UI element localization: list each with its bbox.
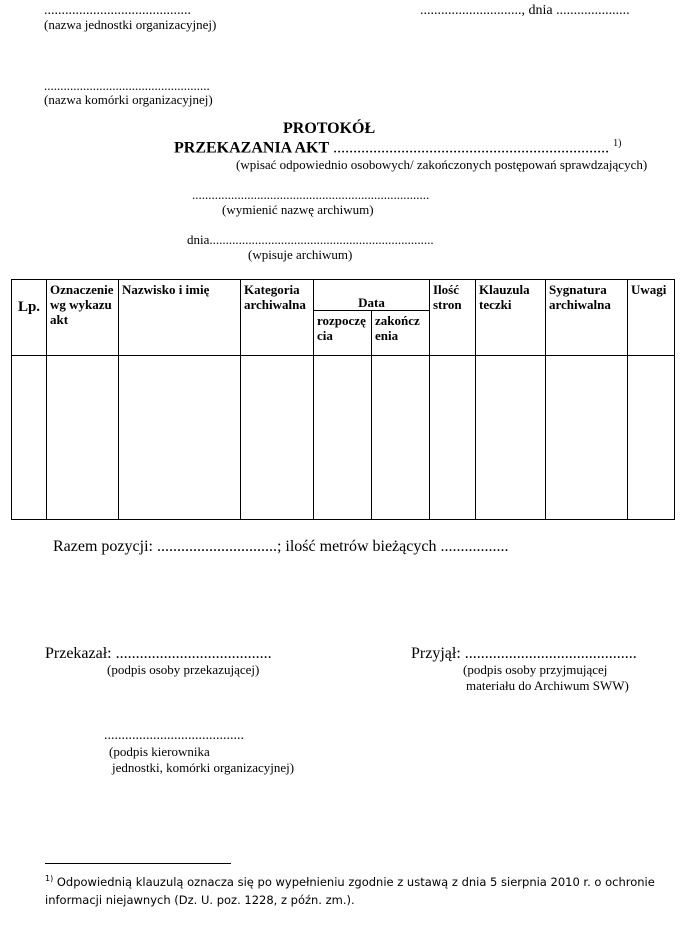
col-data: Data bbox=[314, 280, 430, 311]
table-cell[interactable] bbox=[12, 356, 47, 520]
archive-date-label: (wpisuje archiwum) bbox=[248, 247, 353, 262]
summary-line[interactable]: Razem pozycji: ..............................; ilość metrów bieżących ................. bbox=[53, 538, 509, 555]
table-row bbox=[12, 356, 675, 520]
place-date-field[interactable]: ............................., dnia ..................... bbox=[420, 3, 630, 18]
table-cell[interactable] bbox=[47, 356, 119, 520]
handed-over-field[interactable]: Przekazał: ....................................... bbox=[45, 645, 272, 662]
archive-name-dots[interactable]: ......................................................................... bbox=[192, 187, 430, 202]
col-zakonczenia: zakończ enia bbox=[372, 311, 430, 356]
col-uwagi: Uwagi bbox=[628, 280, 675, 356]
unit-name-dots[interactable]: .......................................... bbox=[44, 3, 191, 18]
col-lp: Lp. bbox=[12, 280, 47, 356]
table-cell[interactable] bbox=[314, 356, 372, 520]
table-cell[interactable] bbox=[628, 356, 675, 520]
doc-title-dots[interactable]: ..................................................................... bbox=[333, 139, 610, 157]
col-klauzula: Klauzula teczki bbox=[476, 280, 546, 356]
table-cell[interactable] bbox=[476, 356, 546, 520]
footnote-text: Odpowiednią klauzulą oznacza się po wypełnieniu zgodnie z ustawą z dnia 5 sierpnia 2010 r. o ochronie informacji niejawnych (Dz. U. poz. 1228, z późn. zm.). bbox=[45, 874, 655, 907]
doc-title-line2: PRZEKAZANIA AKT bbox=[174, 139, 330, 157]
manager-label-2: jednostki, komórki organizacyjnej) bbox=[112, 760, 295, 775]
col-sygnatura: Sygnatura archiwalna bbox=[546, 280, 628, 356]
archive-date-field[interactable]: dnia..................................................................... bbox=[187, 232, 434, 247]
table-cell[interactable] bbox=[430, 356, 476, 520]
table-cell[interactable] bbox=[241, 356, 314, 520]
col-oznaczenie: Oznaczenie wg wykazu akt bbox=[47, 280, 119, 356]
col-nazwisko: Nazwisko i imię bbox=[119, 280, 241, 356]
footnote-mark: 1) bbox=[45, 874, 54, 883]
received-label-1: (podpis osoby przyjmującej bbox=[463, 662, 608, 677]
received-label-2: materiału do Archiwum SWW) bbox=[466, 678, 629, 693]
archive-name-label: (wymienić nazwę archiwum) bbox=[222, 202, 374, 217]
table-cell[interactable] bbox=[119, 356, 241, 520]
received-field[interactable]: Przyjął: ........................................... bbox=[411, 645, 637, 662]
cell-name-dots[interactable]: ................................................... bbox=[44, 78, 210, 93]
col-ilosc: Ilość stron bbox=[430, 280, 476, 356]
doc-title-line2-wrap bbox=[174, 138, 621, 157]
col-rozpoczecia: rozpoczę cia bbox=[314, 311, 372, 356]
footnote bbox=[45, 870, 675, 909]
manager-signature-dots[interactable]: ........................................ bbox=[104, 728, 244, 743]
table-cell[interactable] bbox=[546, 356, 628, 520]
title-note: (wpisać odpowiednio osobowych/ zakończonych postępowań sprawdzających) bbox=[236, 157, 648, 172]
manager-label-1: (podpis kierownika bbox=[109, 744, 210, 759]
col-kategoria: Kategoria archiwalna bbox=[241, 280, 314, 356]
unit-name-label: (nazwa jednostki organizacyjnej) bbox=[44, 17, 217, 32]
cell-name-label: (nazwa komórki organizacyjnej) bbox=[44, 92, 213, 107]
table-cell[interactable] bbox=[372, 356, 430, 520]
footnote-separator bbox=[45, 863, 231, 864]
footnote-ref: 1) bbox=[613, 138, 622, 149]
records-table bbox=[11, 279, 675, 520]
handed-over-label: (podpis osoby przekazującej) bbox=[107, 662, 260, 677]
doc-title-line1: PROTOKÓŁ bbox=[283, 120, 376, 137]
